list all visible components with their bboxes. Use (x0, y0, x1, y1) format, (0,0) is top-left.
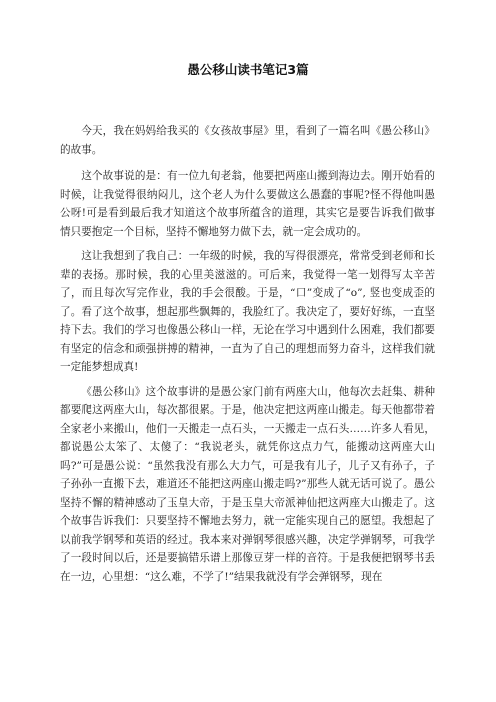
document-body (60, 122, 435, 592)
paragraph-4: 《愚公移山》这个故事讲的是愚公家门前有两座大山，他每次去赶集、耕种都要爬这两座大山，每次都很累。于是，他决定把这两座山搬走。每天他都带着全家老小来搬山，他们一天搬走一点石头，一天搬走一点石头……许多人看见，都说愚公太笨了、太傻了：“我说老头，就凭你这点力气，能搬动这两座大山吗?”可是愚公说：“虽然我没有那么大力气，可是我有儿子，儿子又有孙子，子子孙孙一直搬下去，难道还不能把这两座山搬走吗?”那些人就无话可说了。愚公坚持不懈的精神感动了玉皇大帝，于是玉皇大帝派神仙把这两座大山搬走了。这个故事告诉我们：只要坚持不懈地去努力，就一定能实现自己的愿望。我想起了以前我学钢琴和英语的经过。我本来对弹钢琴很感兴趣，决定学弹钢琴，可我学了一段时间以后，还是要搞错乐谱上那像豆芽一样的音符。于是我便把钢琴书丢在一边，心里想：“这么难，不学了!”结果我就没有学会弹钢琴，现在 (60, 385, 435, 583)
document-title: 愚公移山读书笔记3篇 (187, 62, 309, 77)
paragraph-2: 这个故事说的是：有一位九旬老翁，他要把两座山搬到海边去。刚开始看的时候，让我觉得很纳闷儿，这个老人为什么要做这么愚蠢的事呢?怪不得他叫愚公呀!可是看到最后我才知道这个故事所蕴含的道理，其实它是要告诉我们做事情只要抱定一个目标，坚持不懈地努力做下去，就一定会成功的。 (60, 170, 435, 238)
paragraph-1: 今天，我在妈妈给我买的《女孩故事屋》里，看到了一篇名叫《愚公移山》的故事。 (60, 125, 435, 156)
paragraph-3: 这让我想到了我自己：一年级的时候，我的写得很漂亮，常常受到老师和长辈的表扬。那时候，我的心里美滋滋的。可后来，我觉得一笔一划得写太辛苦了，而且每次写完作业，我的手会很酸。于是，“口”变成了“o”, 竖也变成歪的了。看了这个故事，想起那些飘舞的，我脸红了。我决定了，要好好练，一直坚持下去。我们的学习也像愚公移山一样，无论在学习中遇到什么困难，我们都要有坚定的信念和顽强拼搏的精神，一直为了自己的理想而努力奋斗，这样我们就一定能梦想成真! (60, 250, 435, 373)
